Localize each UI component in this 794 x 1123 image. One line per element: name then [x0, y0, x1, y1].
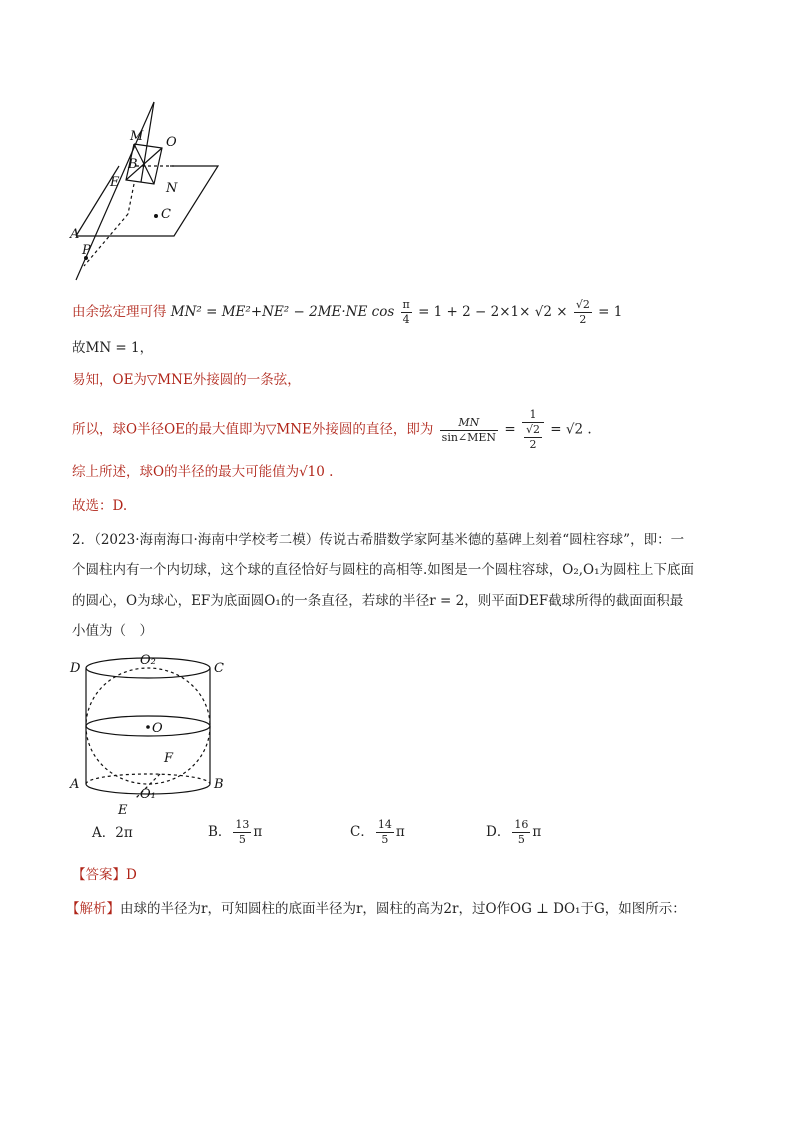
label-f: F	[164, 751, 174, 766]
label-b: B	[128, 157, 138, 172]
figure-cylinder-sphere	[68, 652, 228, 818]
cosine-mid: = 1 + 2 − 2×1×	[418, 304, 531, 320]
label-o2: O₂	[140, 653, 156, 668]
equals-sqrt2: = √2	[550, 421, 584, 438]
label-o: O	[152, 721, 163, 736]
mn-equals-line: 故MN = 1，	[72, 340, 154, 356]
label-o: O	[166, 135, 177, 150]
option-d[interactable]: D． $\frac{16}{5}$ π	[486, 818, 542, 846]
cosine-formula-left: MN² = ME²+NE² − 2ME·NE cos	[170, 304, 395, 320]
label-a: A	[70, 227, 80, 242]
one-over-sqrt2-half: $\frac{1}{\frac{√2}{2}}$	[522, 408, 544, 452]
cosine-intro: 由余弦定理可得	[72, 304, 167, 320]
label-b2: B	[214, 777, 224, 792]
analysis-tag: 【解析】	[66, 901, 120, 917]
answer-line	[72, 865, 137, 885]
sqrt2-over-2: $\frac{√2}{2}$	[575, 298, 590, 326]
diameter-line: 所以，球O半径OE的最大值即为▽MNE外接圆的直径，即为 $\frac{MN}{\text{sin∠MEN}}$ = $\frac{1}{\frac{√2}{2}}$ = √2 .	[72, 408, 592, 451]
label-e2: E	[118, 803, 128, 818]
choose-line: 故选：D.	[72, 498, 128, 514]
mn-over-sin: $\frac{MN}{\text{sin∠MEN}}$	[441, 415, 497, 444]
label-c: C	[161, 207, 171, 222]
label-a2: A	[70, 777, 80, 792]
pi-over-4: $\frac{\pi}{4}$	[402, 298, 410, 326]
q2-line-2: 个圆柱内有一个内切球，这个球的直径恰好与圆柱的高相等.如图是一个圆柱容球，O₂,O₁为圆柱上下底面	[72, 562, 695, 578]
label-m: M	[130, 129, 144, 144]
label-d: D	[70, 661, 81, 676]
oe-chord-line: 易知，OE为▽MNE外接圆的一条弦，	[72, 372, 301, 388]
label-o1: O₁	[140, 787, 156, 802]
conclusion-line: 综上所述，球O的半径的最大可能值为√10 .	[72, 464, 334, 480]
option-c[interactable]: C． $\frac{14}{5}$ π	[350, 818, 405, 846]
times-sign: ×	[556, 304, 568, 320]
label-c2: C	[214, 661, 224, 676]
option-a[interactable]: A．2π	[92, 825, 133, 841]
answer-value: D	[126, 867, 137, 883]
q2-line-1: 2．（2023·海南海口·海南中学校考二模）传说古希腊数学家阿基米德的墓碑上刻着“圆柱容球”，即：一	[72, 532, 685, 548]
analysis-text: 由球的半径为r，可知圆柱的底面半径为r，圆柱的高为2r，过O作OG ⊥ DO₁于G，如图所示：	[120, 901, 686, 917]
sqrt2-a: √2	[534, 304, 552, 320]
figure-planes	[64, 96, 234, 286]
equals-one: = 1	[598, 304, 623, 320]
analysis-line	[66, 899, 686, 919]
q2-line-3: 的圆心，O为球心，EF为底面圆O₁的一条直径，若球的半径r = 2，则平面DEF截球所得的截面面积最	[72, 593, 684, 609]
option-b[interactable]: B． $\frac{13}{5}$ π	[208, 818, 263, 846]
label-n: N	[166, 181, 178, 196]
cosine-rule-line	[72, 298, 622, 327]
q2-line-4: 小值为（ ）	[72, 623, 153, 639]
diameter-text: 所以，球O半径OE的最大值即为▽MNE外接圆的直径，即为	[72, 421, 434, 438]
label-p: P	[82, 243, 91, 258]
label-e: E	[110, 175, 120, 190]
answer-tag: 【答案】	[72, 867, 126, 883]
point-c	[154, 214, 158, 218]
